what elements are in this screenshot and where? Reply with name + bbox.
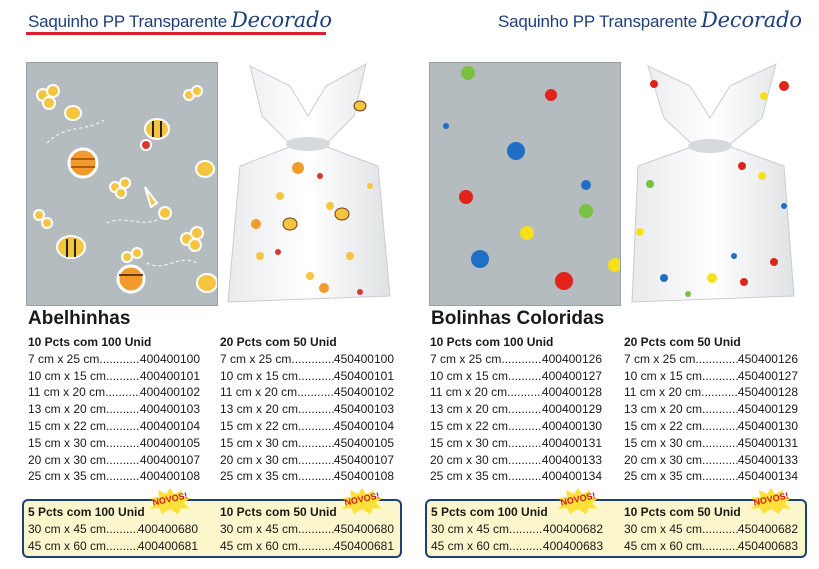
pack-a-list bbox=[430, 334, 602, 485]
list-item: 25 cm x 35 cm ..... 450400108 bbox=[220, 468, 394, 485]
list-item: 15 cm x 30 cm ..... 400400131 bbox=[430, 435, 602, 452]
pack-b-list bbox=[220, 334, 394, 485]
list-item: 15 cm x 30 cm ..... 450400105 bbox=[220, 435, 394, 452]
list-item: 7 cm x 25 cm ..... 450400100 bbox=[220, 351, 394, 368]
product-panel-bolinhas bbox=[410, 0, 819, 569]
list-item: 10 cm x 15 cm ..... 450400127 bbox=[624, 368, 798, 385]
list-item: 10 cm x 15 cm ..... 400400127 bbox=[430, 368, 602, 385]
list-item: 20 cm x 30 cm ..... 450400107 bbox=[220, 452, 394, 469]
dot-pattern-swatch bbox=[429, 62, 621, 306]
list-item: 15 cm x 22 cm ..... 450400104 bbox=[220, 418, 394, 435]
new-pack-b-title: 10 Pcts com 50 Unid bbox=[624, 505, 741, 519]
list-item: 7 cm x 25 cm ..... 400400100 bbox=[28, 351, 200, 368]
list-item: 15 cm x 30 cm ..... 450400131 bbox=[624, 435, 798, 452]
pack-b-title: 20 Pcts com 50 Unid bbox=[220, 335, 337, 349]
pack-a-title: 10 Pcts com 100 Unid bbox=[28, 335, 152, 349]
list-item: 10 cm x 15 cm ..... 400400101 bbox=[28, 368, 200, 385]
list-item: 30 cm x 45 cm ..... 450400682 bbox=[624, 521, 798, 538]
list-item: 30 cm x 45 cm ..... 400400680 bbox=[28, 521, 198, 538]
list-item: 13 cm x 20 cm ..... 400400129 bbox=[430, 401, 602, 418]
new-pack-a-title: 5 Pcts com 100 Unid bbox=[28, 505, 145, 519]
new-badge: NOVOS! bbox=[556, 488, 600, 514]
list-item: 20 cm x 30 cm ..... 400400133 bbox=[430, 452, 602, 469]
dot-pattern-image bbox=[430, 63, 620, 305]
catalog-header bbox=[498, 8, 802, 32]
product-title: Bolinhas Coloridas bbox=[431, 308, 605, 329]
header-underline bbox=[26, 32, 326, 35]
list-item: 13 cm x 20 cm ..... 450400129 bbox=[624, 401, 798, 418]
list-item: 15 cm x 22 cm ..... 400400130 bbox=[430, 418, 602, 435]
list-item: 25 cm x 35 cm ..... 400400134 bbox=[430, 468, 602, 485]
list-item: 20 cm x 30 cm ..... 450400133 bbox=[624, 452, 798, 469]
new-badge: NOVOS! bbox=[148, 488, 192, 514]
list-item: 11 cm x 20 cm ..... 450400102 bbox=[220, 384, 394, 401]
pack-b-list bbox=[624, 334, 798, 485]
list-item: 7 cm x 25 cm ..... 400400126 bbox=[430, 351, 602, 368]
list-item: 11 cm x 20 cm ..... 400400102 bbox=[28, 384, 200, 401]
list-item: 25 cm x 35 cm ..... 400400108 bbox=[28, 468, 200, 485]
list-item: 45 cm x 60 cm ..... 450400681 bbox=[220, 538, 394, 555]
list-item: 15 cm x 22 cm ..... 450400130 bbox=[624, 418, 798, 435]
bee-pattern-swatch bbox=[26, 62, 218, 306]
pack-a-title: 10 Pcts com 100 Unid bbox=[430, 335, 554, 349]
list-item: 10 cm x 15 cm ..... 450400101 bbox=[220, 368, 394, 385]
dot-bag-image bbox=[624, 56, 800, 308]
bee-pattern-image bbox=[27, 63, 217, 305]
header-script: Decorado bbox=[231, 8, 332, 32]
pack-a-list bbox=[28, 334, 200, 485]
pack-b-title: 20 Pcts com 50 Unid bbox=[624, 335, 741, 349]
catalog-header bbox=[28, 8, 332, 32]
product-title: Abelhinhas bbox=[28, 308, 131, 329]
new-badge: NOVOS! bbox=[340, 488, 384, 514]
product-panel-abelhinhas bbox=[0, 0, 409, 569]
new-pack-b-title: 10 Pcts com 50 Unid bbox=[220, 505, 337, 519]
bee-bag-image bbox=[220, 56, 396, 308]
list-item: 15 cm x 30 cm ..... 400400105 bbox=[28, 435, 200, 452]
new-pack-a-title: 5 Pcts com 100 Unid bbox=[431, 505, 548, 519]
list-item: 13 cm x 20 cm ..... 400400103 bbox=[28, 401, 200, 418]
list-item: 13 cm x 20 cm ..... 450400103 bbox=[220, 401, 394, 418]
list-item: 15 cm x 22 cm ..... 400400104 bbox=[28, 418, 200, 435]
header-title: Saquinho PP Transparente bbox=[498, 12, 698, 31]
new-badge: NOVOS! bbox=[749, 488, 793, 514]
list-item: 25 cm x 35 cm ..... 450400134 bbox=[624, 468, 798, 485]
list-item: 45 cm x 60 cm ..... 400400681 bbox=[28, 538, 198, 555]
header-script: Decorado bbox=[701, 8, 802, 32]
list-item: 11 cm x 20 cm ..... 400400128 bbox=[430, 384, 602, 401]
bee-bag-drawing bbox=[220, 56, 396, 308]
list-item: 30 cm x 45 cm ..... 400400682 bbox=[431, 521, 603, 538]
list-item: 20 cm x 30 cm ..... 400400107 bbox=[28, 452, 200, 469]
list-item: 11 cm x 20 cm ..... 450400128 bbox=[624, 384, 798, 401]
dot-bag-drawing bbox=[624, 56, 800, 308]
header-title: Saquinho PP Transparente bbox=[28, 12, 228, 31]
list-item: 30 cm x 45 cm ..... 450400680 bbox=[220, 521, 394, 538]
list-item: 7 cm x 25 cm ..... 450400126 bbox=[624, 351, 798, 368]
list-item: 45 cm x 60 cm ..... 400400683 bbox=[431, 538, 603, 555]
list-item: 45 cm x 60 cm ..... 450400683 bbox=[624, 538, 798, 555]
